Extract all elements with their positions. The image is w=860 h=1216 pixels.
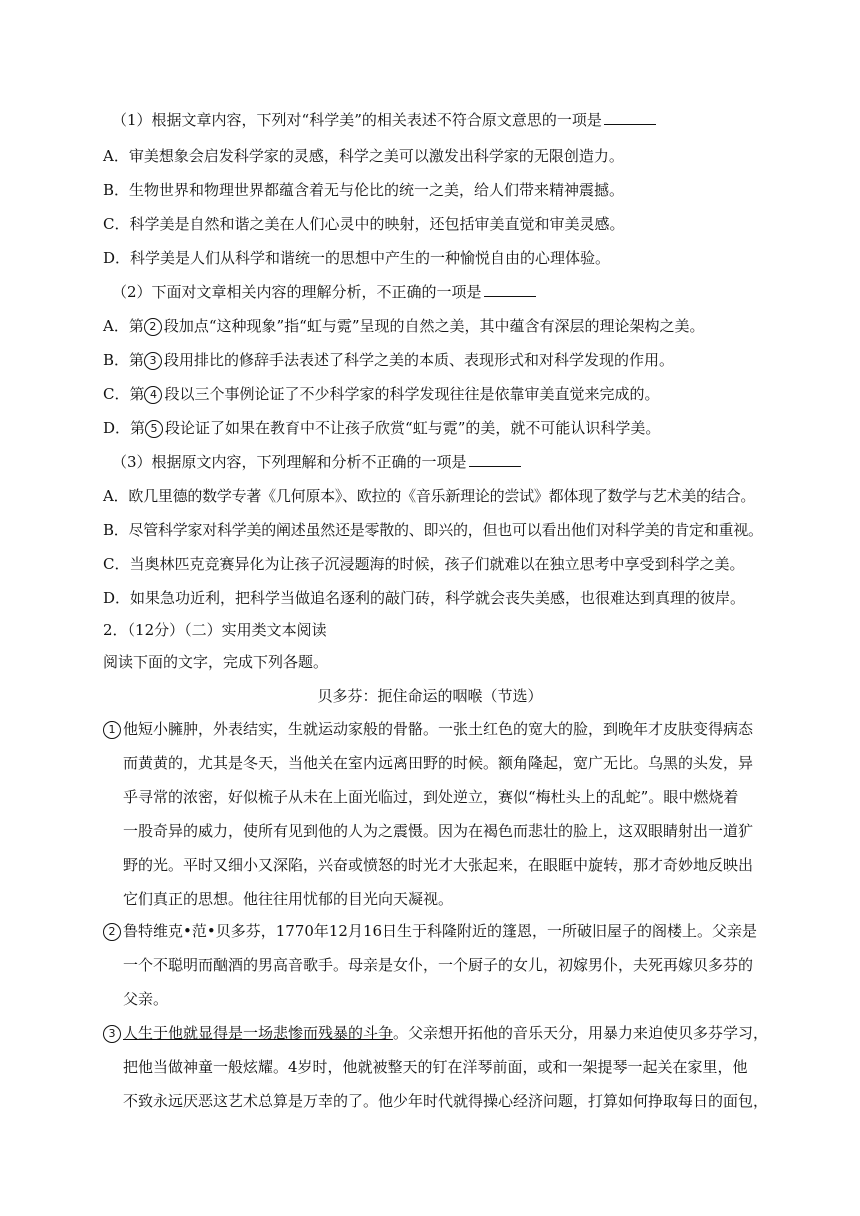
q3-option-a: A．欧几里德的数学专著《几何原本》、欧拉的《音乐新理论的尝试》都体现了数学与艺术美的结合。 [103,487,756,505]
circled-number: 2 [144,318,162,336]
circled-number: 2 [103,923,121,941]
q1-option-d: D．科学美是人们从科学和谐统一的思想中产生的一种愉悦自由的心理体验。 [103,249,611,267]
paragraph-1-line: 1 他短小臃肿，外表结实，生就运动家般的骨骼。一张土红色的宽大的脸，到晚年才皮肤变得病态 [103,719,753,739]
paragraph-3-line: 不致永远厌恶这艺术总算是万幸的了。他少年时代就得操心经济问题，打算如何挣取每日的面包， [123,1092,769,1110]
circled-number: 5 [145,420,163,438]
answer-blank [469,452,521,467]
q3-option-d: D．如果急功近利，把科学当做追名逐利的敲门砖，科学就会丧失美感，也很难达到真理的彼岸。 [103,589,746,607]
paragraph-1-line: 一股奇异的威力，使所有见到他的人为之震慑。因为在褐色而悲壮的脸上，这双眼睛射出一道犷 [123,822,754,840]
section-heading: 2．（12分）（二）实用类文本阅读 [103,621,327,639]
q1-option-c: C．科学美是自然和谐之美在人们心灵中的映射，还包括审美直觉和审美灵感。 [103,215,625,233]
paragraph-1-line: 乎寻常的浓密，好似梳子从未在上面光临过，到处逆立，赛似“梅杜头上的乱蛇”。眼中燃烧着 [123,788,739,806]
q1-option-a: A．审美想象会启发科学家的灵感，科学之美可以激发出科学家的无限创造力。 [103,147,624,165]
section-instruction: 阅读下面的文字，完成下列各题。 [103,653,329,671]
answer-blank [484,282,536,297]
q2-stem: （2）下面对文章相关内容的理解分析，不正确的一项是 [112,282,536,302]
circled-number: 1 [103,721,121,739]
paragraph-3-line: 把他当做神童一般炫耀。4岁时，他就被整天的钉在洋琴前面，或和一架提琴一起关在家里，他 [123,1058,748,1076]
q1-option-b: B．生物世界和物理世界都蕴含着无与伦比的统一之美，给人们带来精神震撼。 [103,181,625,199]
article-title: 贝多芬：扼住命运的咽喉（节选） [317,687,543,705]
q3-option-c: C．当奥林匹克竞赛异化为让孩子沉浸题海的时候，孩子们就难以在独立思考中享受到科学之美。 [103,555,745,573]
paragraph-1-line: 而黄黄的，尤其是冬天，当他关在室内远离田野的时候。额角隆起，宽广无比。乌黑的头发，异 [123,754,754,772]
q2-option-d: D．第 5 段论证了如果在教育中不让孩子欣赏“虹与霓”的美，就不可能认识科学美。 [103,419,661,437]
q3-stem: （3）根据原文内容，下列理解和分析不正确的一项是 [112,452,521,472]
paragraph-2-line: 一个不聪明而酗酒的男高音歌手。母亲是女仆，一个厨子的女儿，初嫁男仆，夫死再嫁贝多芬的 [123,956,754,974]
circled-number: 3 [144,352,162,370]
q2-option-b: B．第 3 段用排比的修辞手法表述了科学之美的本质、表现形式和对科学发现的作用。 [103,351,675,369]
q3-option-b: B．尽管科学家对科学美的阐述虽然还是零散的、即兴的，但也可以看出他们对科学美的肯定和重视。 [103,521,763,539]
q2-option-a: A．第 2 段加点“这种现象”指“虹与霓”呈现的自然之美，其中蕴含有深层的理论架构之美。 [103,317,705,335]
paragraph-1-line: 它们真正的思想。他往往用忧郁的目光向天凝视。 [123,890,454,908]
circled-number: 4 [144,386,162,404]
q2-option-c: C．第 4 段以三个事例论证了不少科学家的科学发现往往是依靠审美直觉来完成的。 [103,385,660,403]
circled-number: 3 [103,1025,121,1043]
q1-stem: （1）根据文章内容，下列对“科学美”的相关表述不符合原文意思的一项是 [112,110,656,130]
underlined-sentence: 人生于他就显得是一场悲惨而残暴的斗争 [123,1024,394,1042]
paragraph-2-line: 父亲。 [123,990,169,1008]
paragraph-2-line: 2 鲁特维克•范•贝多芬，1770年12月16日生于科隆附近的篷恩，一所破旧屋子的阁楼上。父亲是 [103,921,757,941]
answer-blank [604,110,656,125]
paragraph-3-line: 3 人生于他就显得是一场悲惨而残暴的斗争。父亲想开拓他的音乐天分，用暴力来迫使贝多芬学习， [103,1023,768,1043]
paragraph-1-line: 野的光。平时又细小又深陷，兴奋或愤怒的时光才大张起来，在眼眶中旋转，那才奇妙地反映出 [123,856,754,874]
